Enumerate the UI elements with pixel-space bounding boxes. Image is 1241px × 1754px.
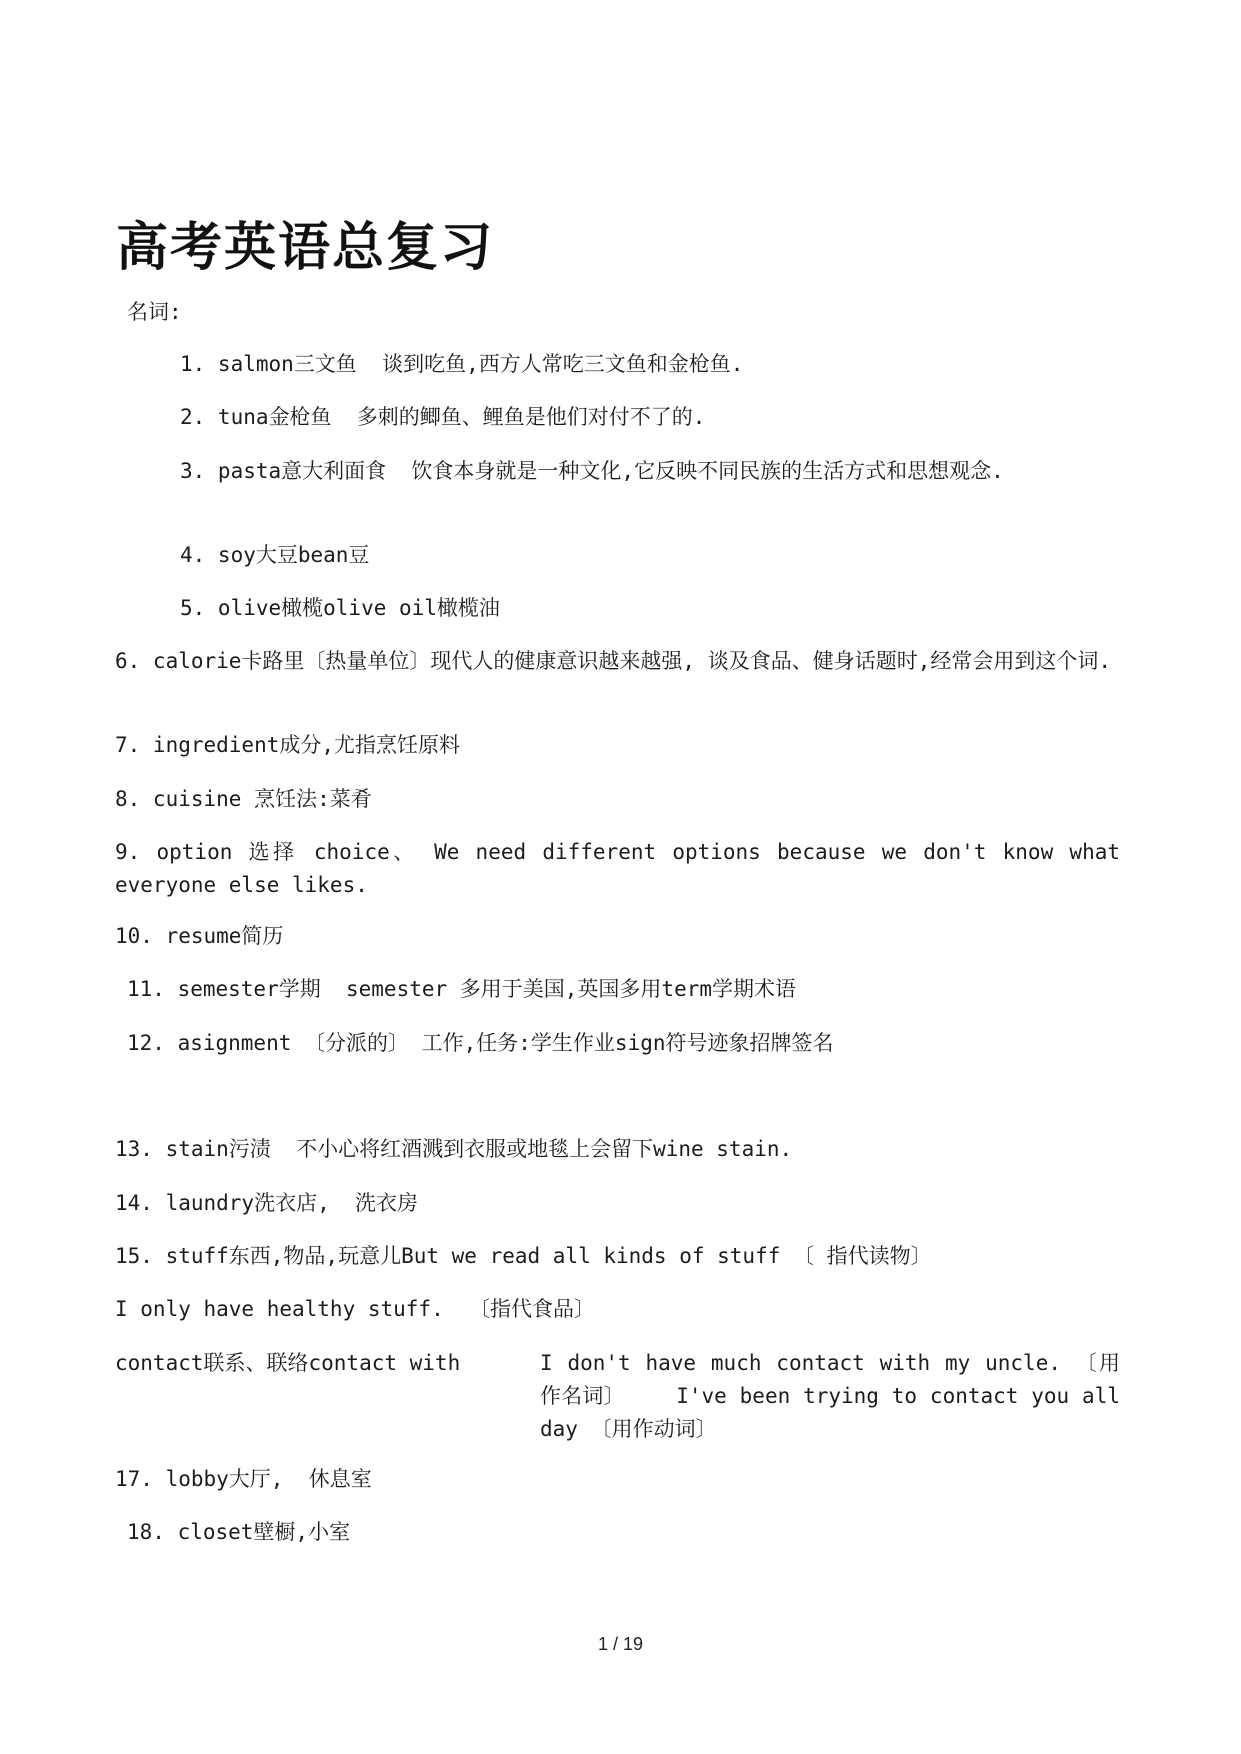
vocab-item-17: 17. lobby大厅, 休息室 <box>115 1467 372 1491</box>
vocab-item-13: 13. stain污渍 不小心将红酒溅到衣服或地毯上会留下wine stain. <box>115 1137 793 1161</box>
vocab-item-16-examples: I don't have much contact with my uncle. 〔用作名词〕 I've been trying to contact you all day 〔用作动词〕 <box>540 1351 1133 1441</box>
vocab-item-4: 4. soy大豆bean豆 <box>180 543 370 567</box>
vocab-item-15-example: I only have healthy stuff. 〔指代食品〕 <box>115 1297 596 1321</box>
vocab-item-3: 3. pasta意大利面食 饮食本身就是一种文化,它反映不同民族的生活方式和思想观念. <box>180 459 1004 483</box>
vocab-item-1: 1. salmon三文鱼 谈到吃鱼,西方人常吃三文鱼和金枪鱼. <box>180 352 744 376</box>
vocab-item-5: 5. olive橄榄olive oil橄榄油 <box>180 596 500 620</box>
vocab-item-6: 6. calorie卡路里〔热量单位〕现代人的健康意识越来越强, 谈及食品、健身话题时,经常会用到这个词. <box>115 649 1111 673</box>
vocab-item-18: 18. closet壁橱,小室 <box>127 1520 351 1544</box>
vocab-item-12: 12. asignment 〔分派的〕 工作,任务:学生作业sign符号迹象招牌签名 <box>127 1031 834 1055</box>
vocab-item-8: 8. cuisine 烹饪法:菜肴 <box>115 787 372 811</box>
section-label: 名词: <box>127 300 182 324</box>
vocab-item-11: 11. semester学期 semester 多用于美国,英国多用term学期术语 <box>127 977 797 1001</box>
vocab-item-9: 9. option 选择 choice、 We need different options because we don't know what everyone else likes. <box>115 840 1133 897</box>
page-title: 高考英语总复习 <box>116 217 495 278</box>
vocab-item-16-term: contact联系、联络contact with <box>115 1351 461 1375</box>
vocab-item-2: 2. tuna金枪鱼 多刺的鲫鱼、鲤鱼是他们对付不了的. <box>180 405 706 429</box>
vocab-item-7: 7. ingredient成分,尤指烹饪原料 <box>115 733 461 757</box>
vocab-item-10: 10. resume简历 <box>115 924 284 948</box>
vocab-item-14: 14. laundry洗衣店, 洗衣房 <box>115 1191 419 1215</box>
page-number: 1 / 19 <box>597 1634 644 1654</box>
vocab-item-15: 15. stuff东西,物品,玩意儿But we read all kinds of stuff 〔 指代读物〕 <box>115 1244 932 1268</box>
